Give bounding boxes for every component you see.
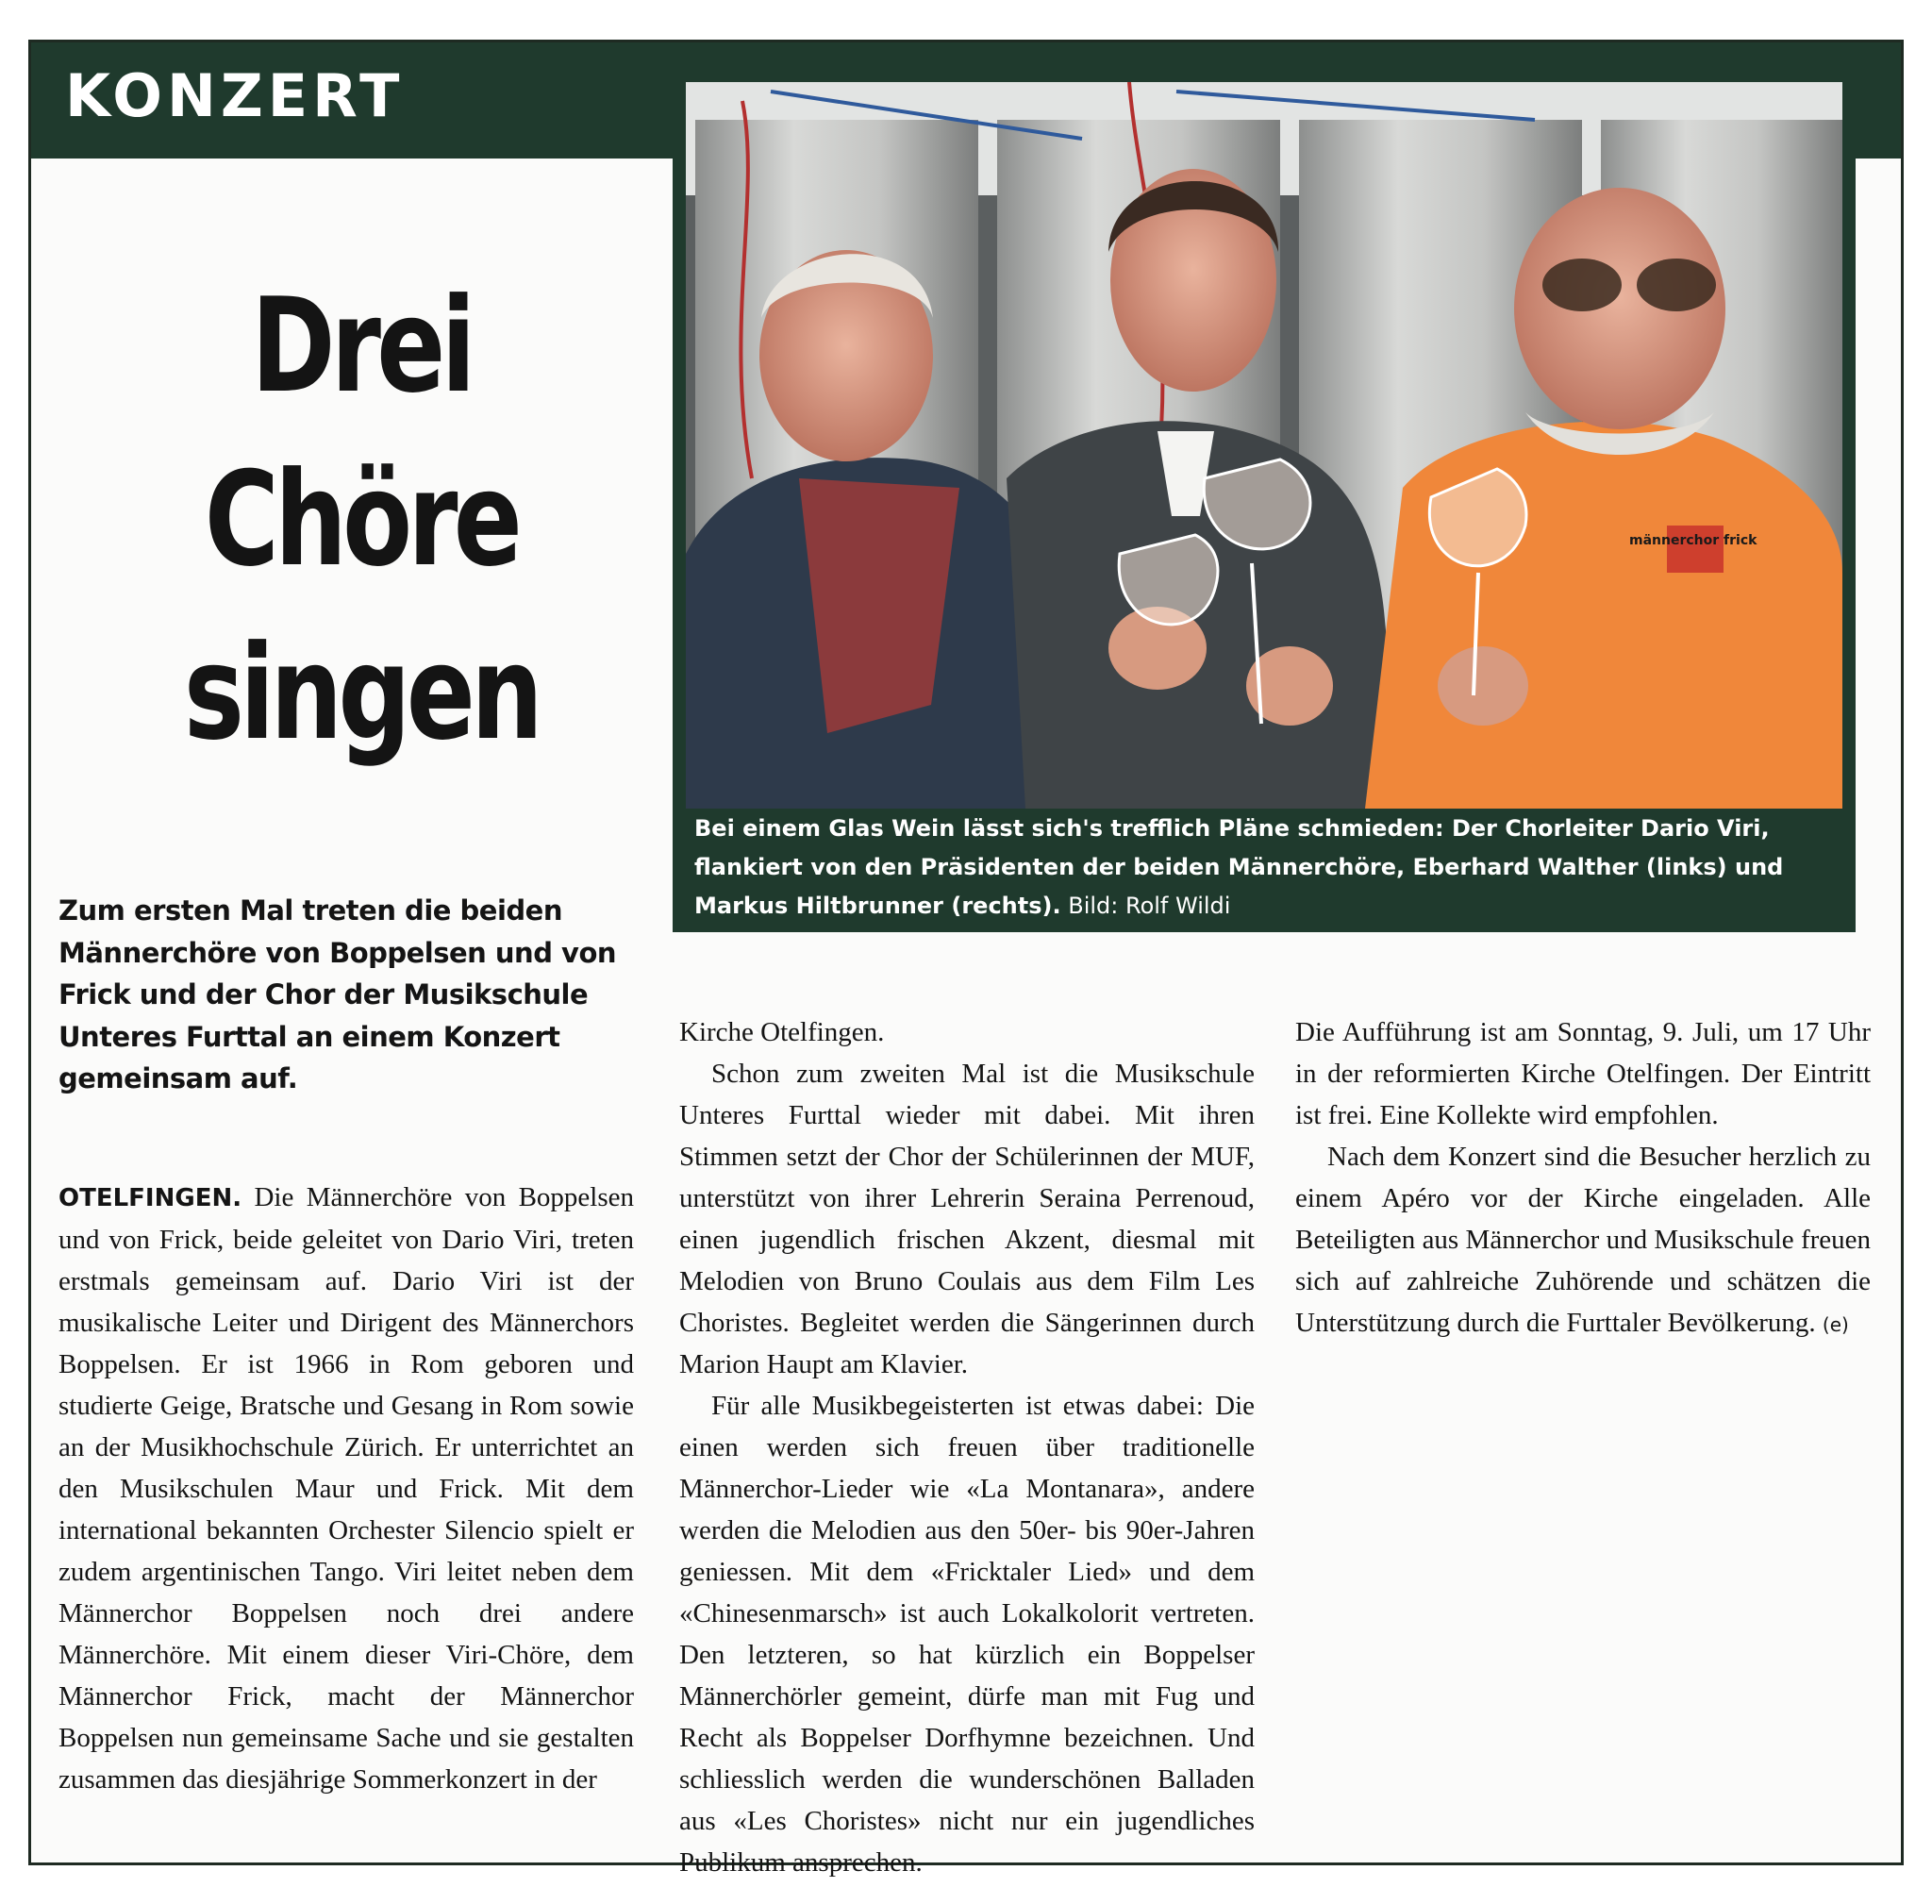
body-paragraph-1 [58,1177,634,1800]
body-paragraph-1-continued: Kirche Otelfingen. [679,1017,885,1047]
photo-caption [694,810,1831,926]
body-column-3 [1295,1011,1871,1345]
photo-image [686,82,1842,809]
article-photo [673,69,1856,932]
headline-line-1: Drei [251,270,472,422]
headline [156,259,568,780]
body-paragraph-3: Für alle Musikbegeisterten ist etwas dabei: Die einen werden sich freuen über traditionelle Männerchor-Lieder wie «La Montanara», andere werden die Melodien aus den 50er- bis 90er-Jahren geniessen. Mit dem «Fricktaler Lied» und dem «Chinesenmarsch» ist auch Lokalkolorit vertreten. Den letzteren, so hat kürzlich ein Boppelser Männerchörler gemeint, dürfe man mit Fug und Recht als Boppelser Dorfhymne bezeichnen. Und schliesslich werden die wunderschönen Balladen aus «Les Choristes» nicht nur ein jugendliches Publikum ansprechen. [679,1391,1255,1878]
dateline: OTELFINGEN. [58,1184,242,1212]
body-paragraph-5 [1295,1136,1871,1345]
body-paragraph-1-text: Die Männerchöre von Boppelsen und von Frick, beide geleitet von Dario Viri, treten erstmals gemeinsam auf. Dario Viri ist der musikalische Leiter und Dirigent des Männerchors Boppelsen. Er ist 1966 in Rom geboren und studierte Geige, Bratsche und Gesang in Rom sowie an der Musikhochschule Zürich. Er unterrichtet an den Musikschulen Maur und Frick. Mit dem international bekannten Orchester Silencio spielt er zudem argentinischen Tango. Viri leitet neben dem Männerchor Boppelsen noch drei andere Männerchöre. Mit einem dieser Viri-Chöre, dem Männerchor Frick, macht der Männerchor Boppelsen nun gemeinsame Sache und sie gestalten zusammen das diesjährige Sommerkonzert in der [58,1182,634,1795]
body-column-1 [58,1177,634,1800]
photo-credit: Bild: Rolf Wildi [1068,893,1231,919]
body-paragraph-2: Schon zum zweiten Mal ist die Musikschule Unteres Furttal wieder mit dabei. Mit ihren Stimmen setzt der Chor der Schülerinnen der MUF, unterstützt von ihrer Lehrerin Seraina Perrenoud, einen jugendlich frischen Akzent, diesmal mit Melodien von Bruno Coulais aus dem Film Les Choristes. Begleitet werden die Sängerinnen durch Marion Haupt am Klavier. [679,1059,1255,1379]
shirt-print: männerchor frick [1629,533,1757,548]
body-paragraph-5-text: Nach dem Konzert sind die Besucher herzlich zu einem Apéro vor der Kirche eingeladen. Alle Beteiligten aus Männerchor und Musikschule freuen sich auf zahlreiche Zuhörende und schätzen die Unterstützung durch die Furttaler Bevölkerung. [1295,1142,1871,1338]
caption-text: Bei einem Glas Wein lässt sich's trefflich Pläne schmieden: Der Chorleiter Dario Viri, flankiert von den Präsidenten der beiden Männerchöre, Eberhard Walther (links) und Markus Hiltbrunner (rechts). [694,815,1784,919]
section-tag: KONZERT [65,61,405,130]
body-column-2 [679,1011,1255,1883]
person-right-shirt [1365,422,1842,809]
lead-paragraph: Zum ersten Mal treten die beiden Männerchöre von Boppelsen und von Frick und der Chor der Musikschule Unteres Furttal an einem Konzert gemeinsam auf. [58,894,617,1094]
body-paragraph-4: Die Aufführung ist am Sonntag, 9. Juli, um 17 Uhr in der reformierten Kirche Otelfingen. Der Eintritt ist frei. Eine Kollekte wird empfohlen. [1295,1017,1871,1130]
headline-line-2: Chöre [204,443,519,595]
headline-line-3: singen [183,617,540,769]
author-signature: (e) [1822,1313,1849,1336]
